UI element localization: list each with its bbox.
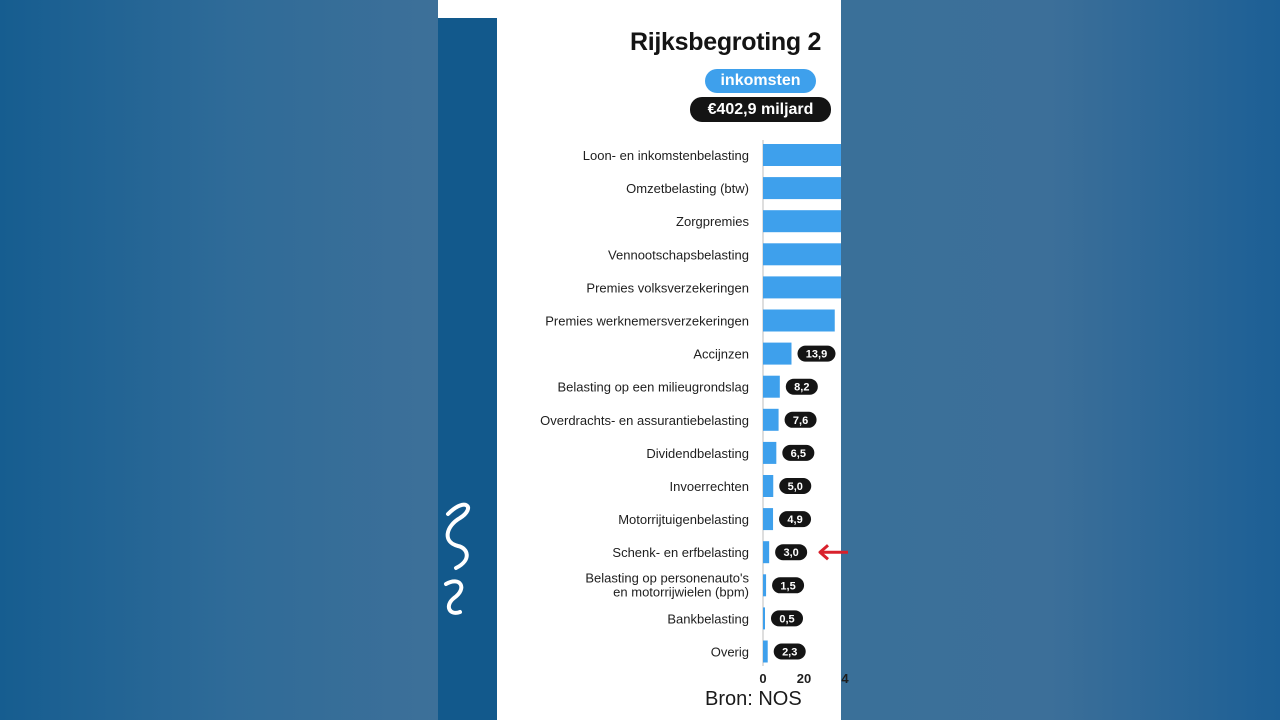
bar <box>763 508 773 530</box>
x-tick-label: 4 <box>841 671 849 686</box>
bar <box>763 243 841 265</box>
chart-title: Rijksbegroting 2 <box>630 28 822 56</box>
bar <box>763 343 791 365</box>
bar <box>763 641 768 663</box>
source-note: Bron: NOS <box>705 688 802 710</box>
bar <box>763 310 835 332</box>
value-label: 5,0 <box>787 481 803 493</box>
bar <box>763 144 841 166</box>
bar <box>763 409 779 431</box>
value-label: 0,5 <box>779 613 795 626</box>
category-label: Zorgpremies <box>676 214 749 230</box>
value-label: 1,5 <box>780 580 796 593</box>
highlight-arrow-icon <box>820 545 848 559</box>
category-label: Loon- en inkomstenbelasting <box>582 148 749 163</box>
bar <box>763 541 769 563</box>
value-label: 3,0 <box>783 547 799 560</box>
category-label: Belasting op personenauto's en motorrijwielen (bpm) <box>585 570 749 600</box>
bar-chart <box>438 0 849 690</box>
category-label: Motorrijtuigenbelasting <box>618 512 749 528</box>
x-tick-label: 20 <box>796 671 812 686</box>
value-label: 13,9 <box>805 348 828 361</box>
category-label: Premies werknemersverzekeringen <box>545 313 749 329</box>
bar <box>763 442 776 464</box>
category-label: Belasting op een milieugrondslag <box>557 379 749 395</box>
x-tick-label: 0 <box>759 671 767 686</box>
category-label: Premies volksverzekeringen <box>586 280 749 296</box>
bar <box>763 210 841 232</box>
bar <box>763 574 766 596</box>
value-label: 6,5 <box>790 447 806 460</box>
bar <box>763 276 841 298</box>
value-label: 8,2 <box>794 381 810 394</box>
category-label: Overig <box>710 644 749 660</box>
bar <box>763 177 841 199</box>
category-label: Omzetbelasting (btw) <box>626 181 749 197</box>
bar <box>763 376 780 398</box>
category-label: Vennootschapsbelasting <box>608 247 749 263</box>
category-label: Schenk- en erfbelasting <box>612 545 749 561</box>
value-label: 7,6 <box>792 414 809 427</box>
total-pill: €402,9 miljard <box>690 97 831 122</box>
category-label: Dividendbelasting <box>646 445 749 461</box>
category-label: Accijnzen <box>693 346 749 362</box>
income-pill: inkomsten <box>705 69 816 93</box>
value-label: 2,3 <box>782 646 798 659</box>
value-label: 4,9 <box>787 514 803 527</box>
bar <box>763 607 765 629</box>
category-label: Invoerrechten <box>669 479 749 494</box>
category-label: Bankbelasting <box>667 611 749 627</box>
bar <box>763 475 773 497</box>
category-label: Overdrachts- en assurantiebelasting <box>540 412 749 428</box>
chart-frame <box>438 0 849 720</box>
